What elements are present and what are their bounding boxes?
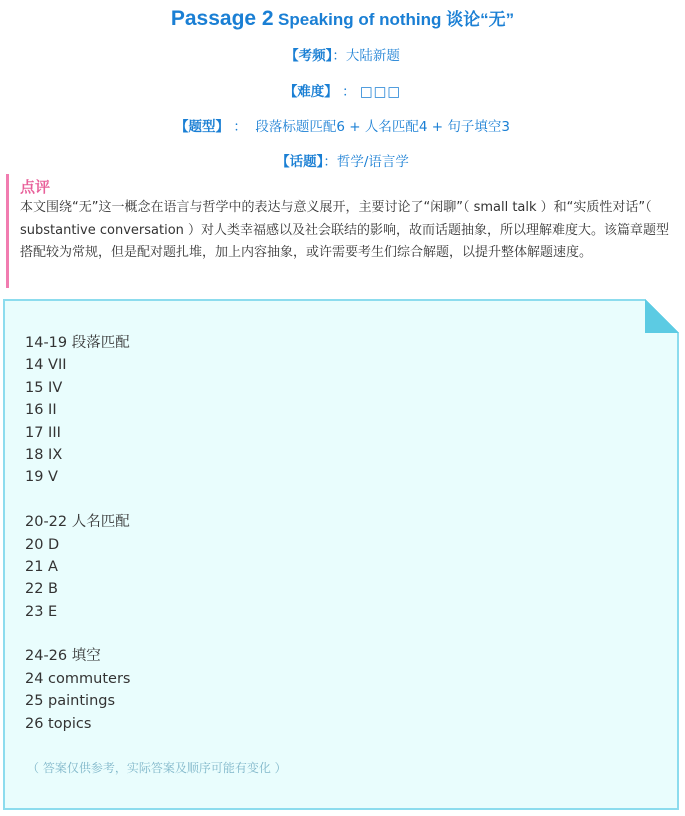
answer-item: 21 A	[25, 558, 58, 575]
topic-value: 哲学/语言学	[336, 154, 409, 170]
types-value: 段落标题匹配6 + 人名匹配4 + 句子填空3	[255, 119, 510, 135]
meta-frequency	[0, 46, 685, 66]
topic-label: 【话题】	[276, 154, 324, 170]
spacer	[25, 623, 130, 645]
passage-title: Speaking of nothing 谈论“无”	[278, 10, 515, 29]
answer-item: 18 IX	[25, 446, 63, 463]
difficulty-sep: ：	[342, 84, 356, 100]
answer-item: 22 B	[25, 581, 59, 598]
answer-box	[3, 299, 679, 810]
difficulty-label: 【难度】	[283, 84, 338, 100]
types-label: 【题型】	[175, 119, 230, 135]
review-text: 本文围绕“无”这一概念在语言与哲学中的表达与意义展开，主要讨论了“闲聊”（ small talk ）和“实质性对话”（ substantive conversation ）对人类幸福感以及社会联结的影响，故而话题抽象，所以理解难度大。该篇章题型搭配较为常规，但是配对题扎堆，加上内容抽象，或许需要考生们综合解题，以提升整体解题速度。	[20, 200, 670, 260]
difficulty-value: □□□	[359, 84, 402, 100]
answer-item: 17 III	[25, 424, 61, 441]
meta-topic	[0, 152, 685, 172]
answer-item: 15 IV	[25, 379, 63, 396]
answer-note: （ 答案仅供参考，实际答案及顺序可能有变化 ）	[27, 761, 287, 775]
answer-item: 19 V	[25, 469, 58, 486]
answer-item: 16 II	[25, 402, 57, 419]
topic-sep: ：	[323, 154, 337, 170]
page-fold-corner	[645, 299, 679, 333]
answer-item: 14 VII	[25, 357, 67, 374]
meta-difficulty	[0, 82, 685, 102]
meta-types	[0, 117, 685, 137]
frequency-sep: ：	[332, 48, 346, 64]
section-heading-fill-in: 24-26 填空	[25, 648, 101, 665]
page-title	[0, 6, 685, 34]
answer-item: 25 paintings	[25, 693, 116, 710]
answer-item: 24 commuters	[25, 670, 131, 687]
section-heading-name-matching: 20-22 人名匹配	[25, 514, 130, 531]
answer-item: 20 D	[25, 536, 60, 553]
answer-item: 26 topics	[25, 715, 92, 732]
frequency-value: 大陆新题	[345, 48, 400, 64]
answer-list	[25, 332, 130, 735]
spacer	[25, 489, 130, 511]
review-block	[6, 174, 670, 288]
answer-item: 23 E	[25, 603, 58, 620]
passage-number: Passage 2	[170, 7, 274, 30]
frequency-label: 【考频】	[285, 48, 333, 64]
types-sep: ：	[233, 119, 247, 135]
section-heading-matching-headings: 14-19 段落匹配	[25, 335, 130, 351]
review-title: 点评	[20, 178, 51, 196]
